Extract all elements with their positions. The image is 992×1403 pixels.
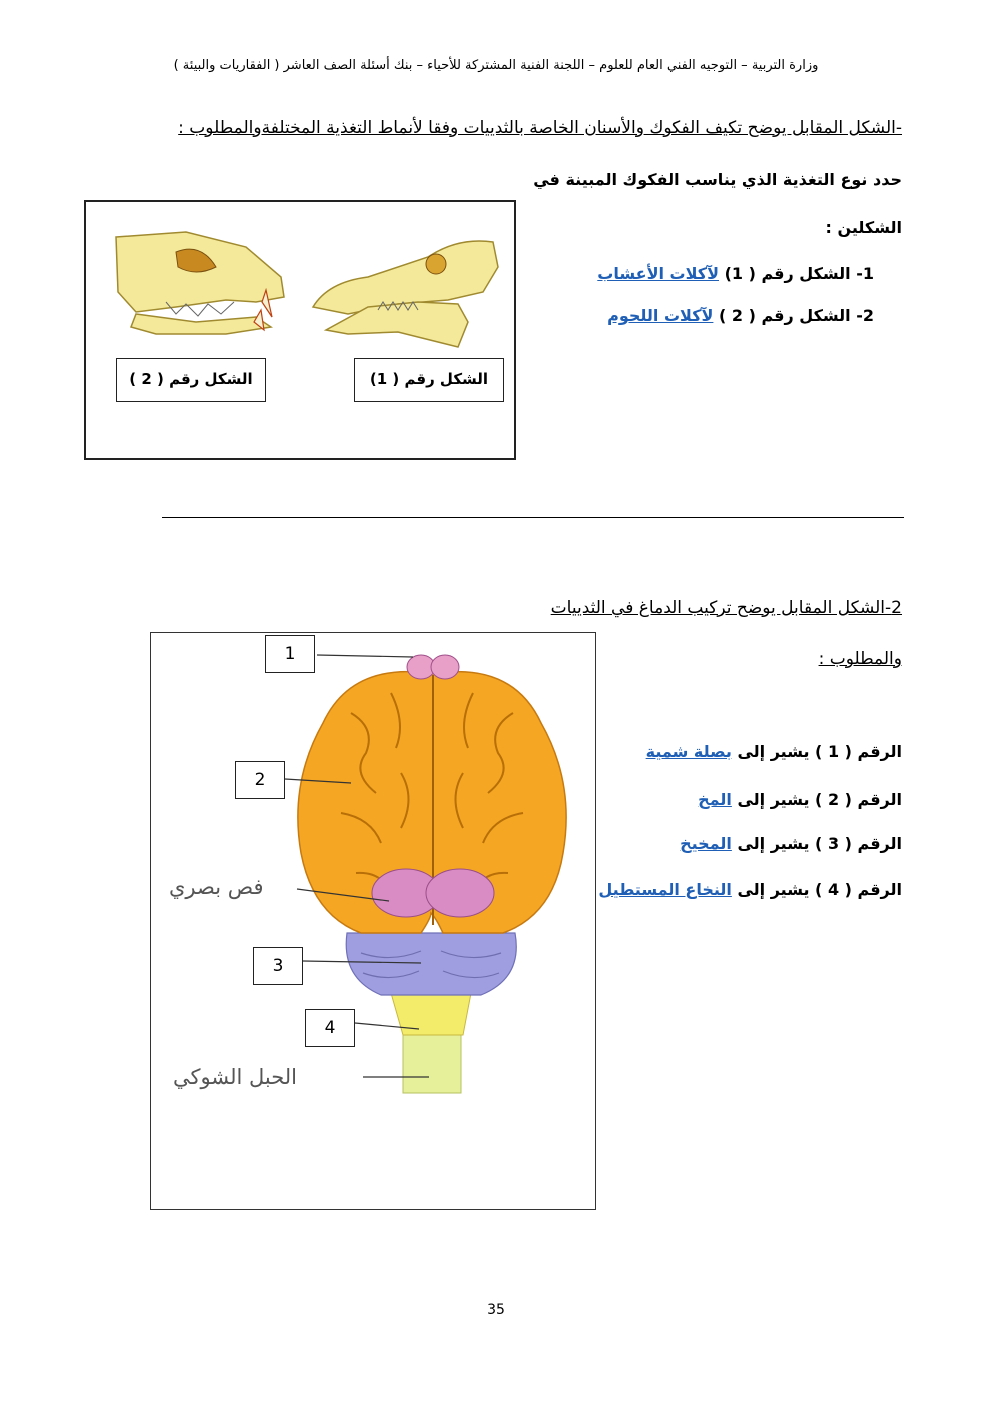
question2-required: والمطلوب :	[818, 649, 902, 669]
question1-answer-1	[597, 264, 874, 283]
answer-olfactory-bulb: بصلة شمية	[645, 742, 732, 761]
brain-diagram	[150, 632, 596, 1210]
answer-cerebellum: المخيخ	[680, 834, 732, 853]
answer-prefix: 2- الشكل رقم ( 2 )	[719, 306, 874, 325]
optic-lobe-label: فص بصري	[169, 875, 264, 899]
diagram-number-1: 1	[265, 635, 315, 673]
question1-task-line1: حدد نوع التغذية الذي يناسب الفكوك المبينة في	[533, 170, 902, 189]
answer-prefix: 1- الشكل رقم ( 1)	[719, 264, 874, 283]
figure-label-2: الشكل رقم ( 2 )	[116, 358, 266, 402]
page-number: 35	[487, 1302, 505, 1318]
skulls-figure	[84, 200, 516, 460]
page-header: وزارة التربية – التوجيه الفني العام للعلوم – اللجنة الفنية المشتركة للأحياء – بنك أسئلة الصف العاشر ( الفقاريات والبيئة )	[173, 58, 819, 73]
answer-cerebrum: المخ	[698, 790, 732, 809]
answer-prefix: الرقم ( 4 ) يشير إلى	[731, 880, 902, 899]
carnivore-skull-image	[106, 222, 296, 352]
herbivore-skull-image	[308, 222, 508, 352]
answer-carnivores: لآكلات اللحوم	[607, 306, 714, 325]
answer-prefix: الرقم ( 3 ) يشير إلى	[731, 834, 902, 853]
answer-herbivores: لآكلات الأعشاب	[597, 264, 719, 283]
brain-answer-3	[680, 834, 902, 853]
brain-illustration	[151, 633, 597, 1211]
brain-answer-1	[646, 742, 902, 761]
question1-answer-2	[607, 306, 874, 325]
spinal-cord-label: الحبل الشوكي	[173, 1065, 298, 1089]
section-divider	[162, 517, 904, 518]
brain-answer-4	[598, 880, 902, 899]
answer-medulla: النخاع المستطيل	[598, 880, 732, 899]
question1-intro: -الشكل المقابل يوضح تكيف الفكوك والأسنان الخاصة بالثدييات وفقا لأنماط التغذية المختلفةوالمطلوب :	[178, 118, 902, 138]
brain-answer-2	[698, 790, 902, 809]
question1-task-line2: الشكلين :	[825, 218, 902, 237]
diagram-number-4: 4	[305, 1009, 355, 1047]
figure-label-1: الشكل رقم ( 1)	[354, 358, 504, 402]
answer-prefix: الرقم ( 2 ) يشير إلى	[731, 790, 902, 809]
answer-prefix: الرقم ( 1 ) يشير إلى	[731, 742, 902, 761]
question2-intro: 2-الشكل المقابل يوضح تركيب الدماغ في الثدييات	[550, 598, 902, 618]
diagram-number-3: 3	[253, 947, 303, 985]
diagram-number-2: 2	[235, 761, 285, 799]
